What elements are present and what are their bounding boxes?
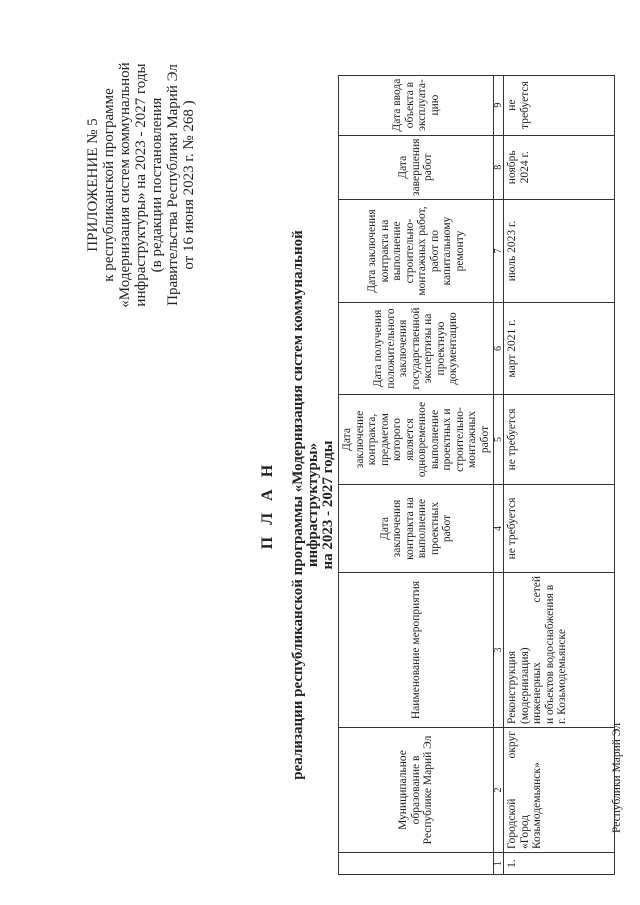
table-row	[504, 75, 615, 874]
commissioning-value: не требуется	[504, 75, 615, 135]
plan-heading: П Л А Н	[259, 460, 276, 550]
header-cell-commissioning: Дата ввода объекта в эксплуата-цию	[339, 75, 494, 135]
column-number: 6	[494, 303, 504, 395]
municipality-name: «Город Козьмодемьянск»	[518, 762, 543, 849]
header-cell-combined-contract: Дата заключение контракта, предметом которого является одновременное выполнение проектных и строительно-монтажных работ	[339, 395, 494, 485]
design-contract-value: не требуется	[504, 485, 615, 573]
header-cell-design-contract: Дата заключения контракта на выполнение проектных работ	[339, 485, 494, 573]
municipality-word: Городской	[506, 798, 518, 849]
plan-table	[338, 75, 615, 875]
column-number-row	[494, 75, 504, 874]
plan-subtitle-line1: реализации республиканской программы «Модернизация систем коммунальной инфраструктуры»	[290, 230, 321, 780]
appendix-line: Правительства Республики Марий Эл	[165, 64, 181, 306]
measure-line: и объектов водоснабжения в г. Козьмодемьянске	[543, 584, 568, 724]
completion-value: ноябрь 2024 г.	[504, 135, 615, 199]
column-number: 7	[494, 200, 504, 303]
column-number: 2	[494, 728, 504, 853]
region-note: Республики Марий Эл	[611, 722, 623, 833]
appendix-line: (в редакции постановления	[149, 97, 165, 273]
header-cell-construction-contract: Дата заключения контракта на выполнение строительно-монтажных работ, работ по капитальному ремонту	[339, 200, 494, 303]
appendix-line: ПРИЛОЖЕНИЕ № 5	[85, 118, 101, 252]
header-cell-measure: Наименование мероприятия	[339, 573, 494, 728]
plan-subtitle-line2: на 2023 - 2027 годы	[320, 440, 336, 570]
header-cell-municipality: Муниципальное образование в Республике Марий Эл	[339, 728, 494, 853]
expertise-value: март 2021 г.	[504, 303, 615, 395]
column-number: 1	[494, 853, 504, 875]
header-cell-completion: Дата завершения работ	[339, 135, 494, 199]
measure-word: сетей	[531, 576, 543, 603]
measure-word: инженерных	[531, 662, 543, 724]
municipality-cell	[504, 728, 615, 853]
measure-cell	[504, 573, 615, 728]
municipality-word: округ	[506, 731, 518, 759]
appendix-line: инфраструктуры» на 2023 - 2027 годы	[133, 63, 149, 307]
header-cell-expertise: Дата получения положительного заключения государственной экспертизы на проектную документацию	[339, 303, 494, 395]
plan-title	[260, 225, 336, 785]
combined-contract-value: не требуется	[504, 395, 615, 485]
municipality-justified-line	[506, 731, 519, 849]
appendix-line: от 16 июня 2023 г. № 268 )	[181, 100, 197, 270]
row-number: 1.	[504, 853, 615, 875]
header-cell-num	[339, 853, 494, 875]
column-number: 4	[494, 485, 504, 573]
column-number: 9	[494, 75, 504, 135]
column-number: 3	[494, 573, 504, 728]
table-header-row	[339, 75, 494, 874]
measure-line: Реконструкция (модернизация)	[506, 647, 531, 724]
construction-contract-value: июль 2023 г.	[504, 200, 615, 303]
appendix-line: к республиканской программе	[101, 88, 117, 282]
appendix-header	[85, 35, 197, 335]
appendix-line: «Модернизация систем коммунальной	[117, 62, 133, 308]
column-number: 8	[494, 135, 504, 199]
column-number: 5	[494, 395, 504, 485]
measure-justified-line	[531, 576, 544, 724]
